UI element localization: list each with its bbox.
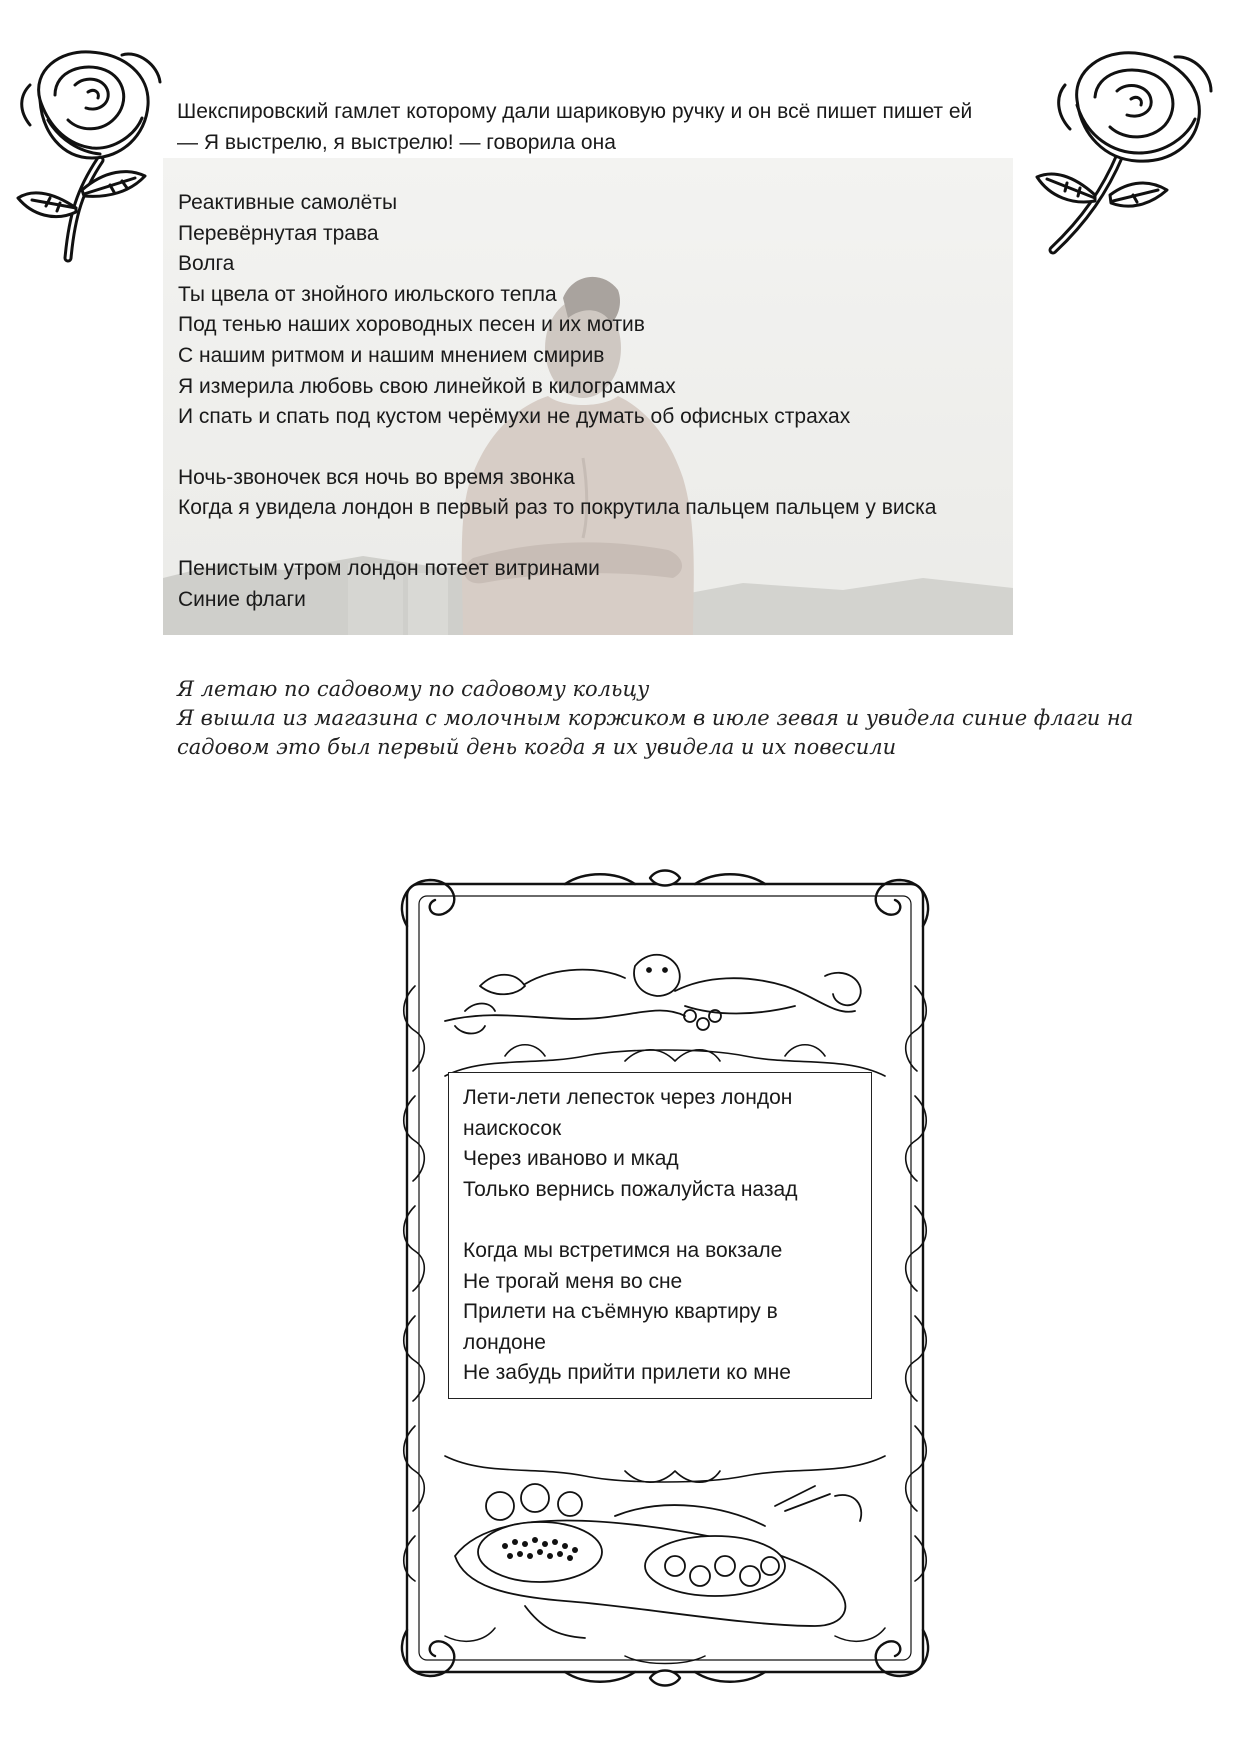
- poem-line: Не забудь прийти прилети ко мне: [463, 1361, 791, 1384]
- boxed-poem: [448, 1072, 872, 1399]
- poem-line: Ты цвела от знойного июльского тепла: [178, 282, 557, 306]
- photo-text-block: [163, 158, 1013, 635]
- poem-line: Реактивные самолёты: [178, 191, 398, 214]
- header-lines: [177, 96, 972, 158]
- rose-right-icon: [1025, 45, 1215, 260]
- italic-line: Я летаю по садовому по садовому кольцу: [177, 677, 650, 701]
- italic-line: Я вышла из магазина с молочным коржиком в июле зевая и увидела синие флаги на садовом это был первый день когда я их увидела и их повесили: [177, 706, 1134, 759]
- poem-line: лондоне: [463, 1330, 546, 1354]
- poem-line: Синие флаги: [178, 587, 306, 611]
- poem-line: Под тенью наших хороводных песен и их мотив: [178, 313, 645, 337]
- poem-line: Прилети на съёмную квартиру в: [463, 1300, 778, 1323]
- poem-line: Перевёрнутая трава: [178, 221, 379, 245]
- poem-line: Только вернись пожалуйста назад: [463, 1177, 798, 1201]
- poem-line: наискосок: [463, 1116, 562, 1140]
- poem-line: Не трогай меня во сне: [463, 1269, 683, 1293]
- poem-line: С нашим ритмом и нашим мнением смирив: [178, 343, 605, 367]
- poem-line: Лети-лети лепесток через лондон: [463, 1086, 793, 1109]
- rose-left-icon: [10, 40, 170, 265]
- poem-line: Я измерила любовь свою линейкой в килограммах: [178, 374, 676, 398]
- poem-line: Когда я увидела лондон в первый раз то покрутила пальцем пальцем у виска: [178, 496, 937, 520]
- header-line: — Я выстрелю, я выстрелю! — говорила она: [177, 131, 616, 154]
- header-line: Шекспировский гамлет которому дали шариковую ручку и он всё пишет пишет ей: [177, 100, 973, 123]
- poem-line: И спать и спать под кустом черёмухи не думать об офисных страхах: [178, 405, 851, 429]
- poem-line: Пенистым утром лондон потеет витринами: [178, 556, 600, 580]
- poem-line: Волга: [178, 252, 235, 276]
- poem-line: Ночь-звоночек вся ночь во время звонка: [178, 465, 575, 489]
- italic-passage: [177, 675, 1167, 762]
- poem-line: Через иваново и мкад: [463, 1147, 679, 1170]
- poem-line: Когда мы встретимся на вокзале: [463, 1239, 783, 1262]
